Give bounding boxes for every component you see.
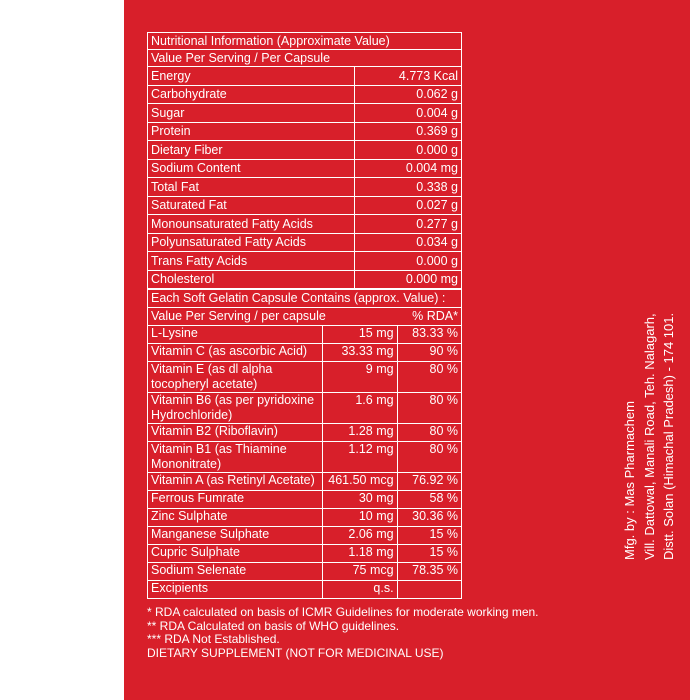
nutrient-name: Carbohydrate	[148, 85, 355, 104]
nutrient-name: Monounsaturated Fatty Acids	[148, 215, 355, 234]
ingredient-qty: 33.33 mg	[323, 344, 397, 362]
nutrient-value: 0.277 g	[355, 215, 462, 234]
ingredient-rda: 15 %	[397, 545, 461, 563]
ingredient-name: Ferrous Fumrate	[148, 491, 323, 509]
ingredient-rda: 80 %	[397, 424, 461, 442]
nutrition-row	[148, 122, 462, 141]
ingredient-qty: q.s.	[323, 581, 397, 599]
nutrient-value: 0.000 g	[355, 141, 462, 160]
nutrient-value: 0.338 g	[355, 178, 462, 197]
ingredient-qty: 1.18 mg	[323, 545, 397, 563]
nutrient-value: 0.000 g	[355, 252, 462, 271]
ingredient-name: Vitamin B1 (as Thiamine Mononitrate)	[148, 442, 323, 473]
nutrition-row	[148, 252, 462, 271]
ingredient-rda: 58 %	[397, 491, 461, 509]
nutrient-name: Cholesterol	[148, 270, 355, 289]
capsule-table	[147, 289, 462, 599]
footnotes	[147, 606, 539, 660]
capsule-subtitle-row	[148, 308, 462, 326]
ingredient-qty: 2.06 mg	[323, 527, 397, 545]
capsule-row	[148, 344, 462, 362]
rda-header: % RDA*	[412, 309, 458, 323]
nutrient-value: 4.773 Kcal	[355, 67, 462, 86]
ingredient-name: Vitamin A (as Retinyl Acetate)	[148, 473, 323, 491]
ingredient-name: Vitamin B2 (Riboflavin)	[148, 424, 323, 442]
ingredient-qty: 75 mcg	[323, 563, 397, 581]
nutrition-table	[147, 32, 462, 289]
manufacturer-line: Distt. Solan (Himachal Pradesh) - 174 101.	[661, 312, 676, 560]
manufacturer-line: Vill. Dattowal, Manali Road, Teh. Nalagarh,	[641, 313, 657, 560]
ingredient-name: L-Lysine	[148, 326, 323, 344]
capsule-row	[148, 473, 462, 491]
ingredient-rda	[397, 581, 461, 599]
capsule-subtitle: Value Per Serving / per capsule	[151, 309, 326, 323]
nutrient-value: 0.004 g	[355, 104, 462, 123]
nutrient-value: 0.027 g	[355, 196, 462, 215]
nutrition-row	[148, 196, 462, 215]
ingredient-rda: 15 %	[397, 527, 461, 545]
nutrition-row	[148, 85, 462, 104]
footnote: * RDA calculated on basis of ICMR Guidelines for moderate working men.	[147, 605, 539, 619]
ingredient-rda: 76.92 %	[397, 473, 461, 491]
nutrient-value: 0.000 mg	[355, 270, 462, 289]
nutrient-name: Trans Fatty Acids	[148, 252, 355, 271]
nutrition-title: Nutritional Information (Approximate Value)	[148, 33, 462, 50]
ingredient-qty: 1.12 mg	[323, 442, 397, 473]
nutrition-row	[148, 67, 462, 86]
nutrient-value: 0.369 g	[355, 122, 462, 141]
nutrition-row	[148, 159, 462, 178]
ingredient-qty: 1.6 mg	[323, 393, 397, 424]
ingredient-qty: 9 mg	[323, 362, 397, 393]
ingredient-name: Vitamin C (as ascorbic Acid)	[148, 344, 323, 362]
ingredient-rda: 80 %	[397, 362, 461, 393]
nutrient-name: Dietary Fiber	[148, 141, 355, 160]
ingredient-name: Excipients	[148, 581, 323, 599]
capsule-title: Each Soft Gelatin Capsule Contains (approx. Value) :	[148, 290, 462, 308]
ingredient-rda: 78.35 %	[397, 563, 461, 581]
capsule-row	[148, 545, 462, 563]
ingredient-rda: 83.33 %	[397, 326, 461, 344]
ingredient-name: Cupric Sulphate	[148, 545, 323, 563]
manufacturer-line: Mfg. by : Mas Pharmachem	[622, 401, 637, 560]
nutrient-name: Total Fat	[148, 178, 355, 197]
ingredient-qty: 15 mg	[323, 326, 397, 344]
footnote: *** RDA Not Established.	[147, 632, 280, 646]
nutrient-name: Protein	[148, 122, 355, 141]
ingredient-rda: 30.36 %	[397, 509, 461, 527]
nutrition-row	[148, 215, 462, 234]
ingredient-name: Vitamin E (as dl alpha tocopheryl acetate)	[148, 362, 323, 393]
ingredient-name: Zinc Sulphate	[148, 509, 323, 527]
nutrition-subtitle: Value Per Serving / Per Capsule	[148, 50, 462, 67]
nutrition-row	[148, 141, 462, 160]
ingredient-name: Sodium Selenate	[148, 563, 323, 581]
capsule-row	[148, 393, 462, 424]
nutrition-row	[148, 233, 462, 252]
ingredient-qty: 30 mg	[323, 491, 397, 509]
ingredient-name: Vitamin B6 (as per pyridoxine Hydrochloride)	[148, 393, 323, 424]
footnote: ** RDA Calculated on basis of WHO guidelines.	[147, 618, 400, 633]
ingredient-qty: 10 mg	[323, 509, 397, 527]
ingredient-qty: 461.50 mcg	[323, 473, 397, 491]
capsule-row	[148, 509, 462, 527]
capsule-row	[148, 491, 462, 509]
capsule-row	[148, 326, 462, 344]
ingredient-qty: 1.28 mg	[323, 424, 397, 442]
nutrient-name: Sodium Content	[148, 159, 355, 178]
nutrition-row	[148, 270, 462, 289]
capsule-row	[148, 362, 462, 393]
dietary-supplement-note: DIETARY SUPPLEMENT (NOT FOR MEDICINAL USE)	[147, 645, 444, 660]
nutrient-name: Polyunsaturated Fatty Acids	[148, 233, 355, 252]
nutrient-value: 0.062 g	[355, 85, 462, 104]
capsule-row	[148, 581, 462, 599]
ingredient-rda: 80 %	[397, 393, 461, 424]
nutrient-value: 0.004 mg	[355, 159, 462, 178]
capsule-row	[148, 563, 462, 581]
capsule-row	[148, 442, 462, 473]
capsule-row	[148, 424, 462, 442]
nutrition-row	[148, 104, 462, 123]
nutrient-value: 0.034 g	[355, 233, 462, 252]
capsule-row	[148, 527, 462, 545]
nutrient-name: Energy	[148, 67, 355, 86]
nutrition-row	[148, 178, 462, 197]
nutrient-name: Saturated Fat	[148, 196, 355, 215]
ingredient-name: Manganese Sulphate	[148, 527, 323, 545]
ingredient-rda: 90 %	[397, 344, 461, 362]
manufacturer-info	[620, 230, 679, 560]
ingredient-rda: 80 %	[397, 442, 461, 473]
nutrient-name: Sugar	[148, 104, 355, 123]
